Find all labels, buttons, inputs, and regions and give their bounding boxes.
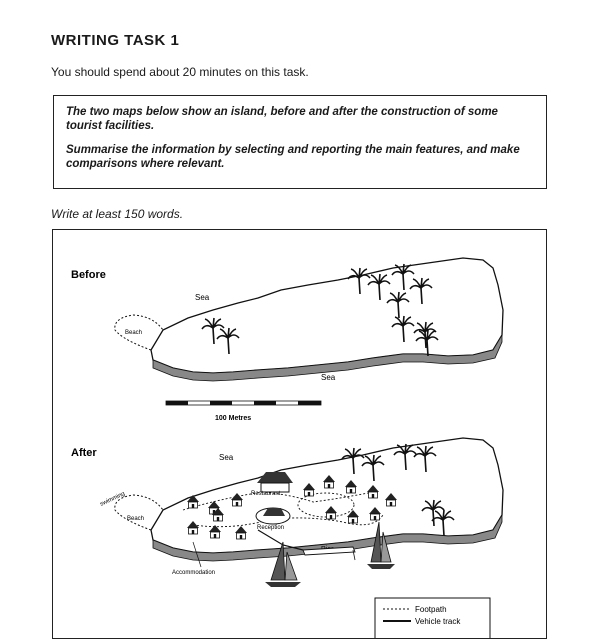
island-maps [53,230,547,639]
swimming-label: swimming [99,491,127,508]
before-sea-bottom: Sea [321,373,336,382]
before-sea-top: Sea [195,293,210,302]
time-instruction: You should spend about 20 minutes on this task. [51,65,309,79]
task-heading: WRITING TASK 1 [51,32,180,49]
after-beach: Beach [127,516,145,522]
word-count-instruction: Write at least 150 words. [51,207,184,221]
reception-building [256,508,290,524]
before-island [115,258,503,381]
after-island [115,438,503,561]
scale-bar [166,401,321,405]
scale-label: 100 Metres [215,415,252,422]
accommodation-label: Accommodation [172,570,216,576]
after-sea: Sea [219,453,234,462]
task-instruction: Summarise the information by selecting and reporting the main features, and make comparisons where relevant. [66,143,520,171]
after-title: After [71,447,97,459]
legend-footpath: Footpath [415,605,447,614]
before-title: Before [71,269,106,281]
reception-label: Reception [257,525,285,531]
legend-vehicle-track: Vehicle track [415,617,461,626]
restaurant-label: Restaurant [251,491,281,497]
before-beach: Beach [125,330,143,336]
maps-figure [52,229,547,639]
task-description: The two maps below show an island, before and after the construction of some tourist facilities. [66,106,498,133]
task-prompt-box [53,95,547,189]
